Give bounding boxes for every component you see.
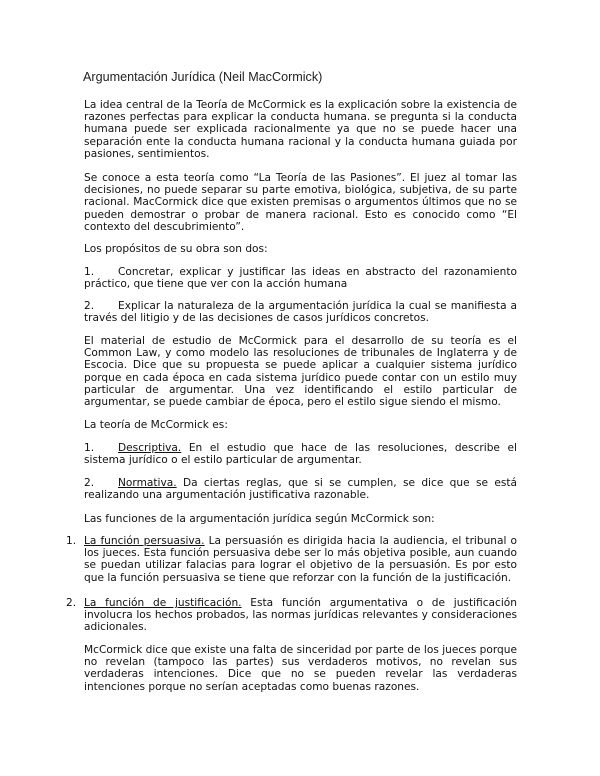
paragraph-central-idea: La idea central de la Teoría de McCormick es la explicación sobre la existencia de razones perfectas para explicar la conducta humana. se pregunta si la conducta humana puede ser explicada racionalmente ya que no se puede hacer una separación ente la conducta humana racional y la conducta humana guiada por pasiones, sentimientos.	[84, 99, 517, 160]
theory-type-item-2	[84, 477, 517, 501]
purpose-text: Explicar la naturaleza de la argumentación jurídica la cual se manifiesta a través del litigio y de las decisiones de casos jurídicos concretos.	[84, 300, 517, 325]
type-text: En el estudio que hace de las resoluciones, describe el sistema jurídico o el estilo particular de argumentar.	[84, 442, 517, 467]
paragraph-lack-of-sincerity: McCormick dice que existe una falta de sinceridad por parte de los jueces porque no revelan (tampoco las partes) sus verdaderos motivos, no revelan sus verdaderas intenciones. Dice que no se pueden revelar las verdaderas intenciones porque no serían aceptadas como buenas razones.	[84, 644, 517, 693]
type-number: 1.	[84, 442, 95, 454]
type-number: 2.	[84, 477, 95, 489]
paragraph-functions-intro: Las funciones de la argumentación jurídica según McCormick son:	[84, 513, 435, 525]
function-text: La persuasión es dirigida hacia la audiencia, el tribunal o los jueces. Esta función persuasiva debe ser lo más objetiva posible, aun cuando se puedan utilizar falacias para lograr el objetivo de la persuasión. Es por esto que la función persuasiva se tiene que reforzar con la función de la justificación.	[84, 535, 517, 584]
type-text: Da ciertas reglas, que si se cumplen, se dice que se está realizando una argumentación justificativa razonable.	[84, 477, 517, 502]
purpose-item-1	[84, 266, 517, 290]
type-term: Descriptiva.	[118, 442, 182, 454]
paragraph-passions-theory: Se conoce a esta teoría como “La Teoría de las Pasiones”. El juez al tomar las decisiones, no puede separar su parte emotiva, biológica, subjetiva, de su parte racional. MacCormick dice que existen premisas o argumentos últimos que no se pueden demostrar o probar de manera racional. Esto es conocido como “El contexto del descubrimiento”.	[84, 172, 517, 233]
theory-type-item-1	[84, 442, 517, 466]
paragraph-theory-is: La teoría de McCormick es:	[84, 419, 228, 431]
document-title: Argumentación Jurídica (Neil MacCormick)	[83, 70, 323, 84]
paragraph-study-material: El material de estudio de McCormick para el desarrollo de su teoría es el Common Law, y como modelo las resoluciones de tribunales de Inglaterra y de Escocia. Dice que su propuesta se puede aplicar a cualquier sistema jurídico porque en cada época en cada sistema jurídico puede contar con un estilo muy particular de argumentar. Una vez identificando el estilo particular de argumentar, se puede cambiar de época, pero el estilo sigue siendo el mismo.	[84, 335, 517, 409]
function-number: 2.	[66, 597, 77, 609]
function-item-1	[66, 535, 517, 584]
type-term: Normativa.	[118, 477, 177, 489]
paragraph-purposes-intro: Los propósitos de su obra son dos:	[84, 243, 268, 255]
function-number: 1.	[66, 535, 77, 547]
purpose-text: Concretar, explicar y justificar las ideas en abstracto del razonamiento práctico, que tiene que ver con la acción humana	[84, 266, 517, 291]
function-item-2	[66, 597, 517, 634]
purpose-number: 2.	[84, 300, 95, 312]
function-text: Esta función argumentativa o de justificación involucra los hechos probados, las normas jurídicas relevantes y consideraciones adicionales.	[84, 597, 517, 634]
purpose-item-2	[84, 300, 517, 324]
function-term: La función persuasiva.	[84, 535, 205, 547]
purpose-number: 1.	[84, 266, 95, 278]
function-term: La función de justificación.	[84, 597, 242, 609]
